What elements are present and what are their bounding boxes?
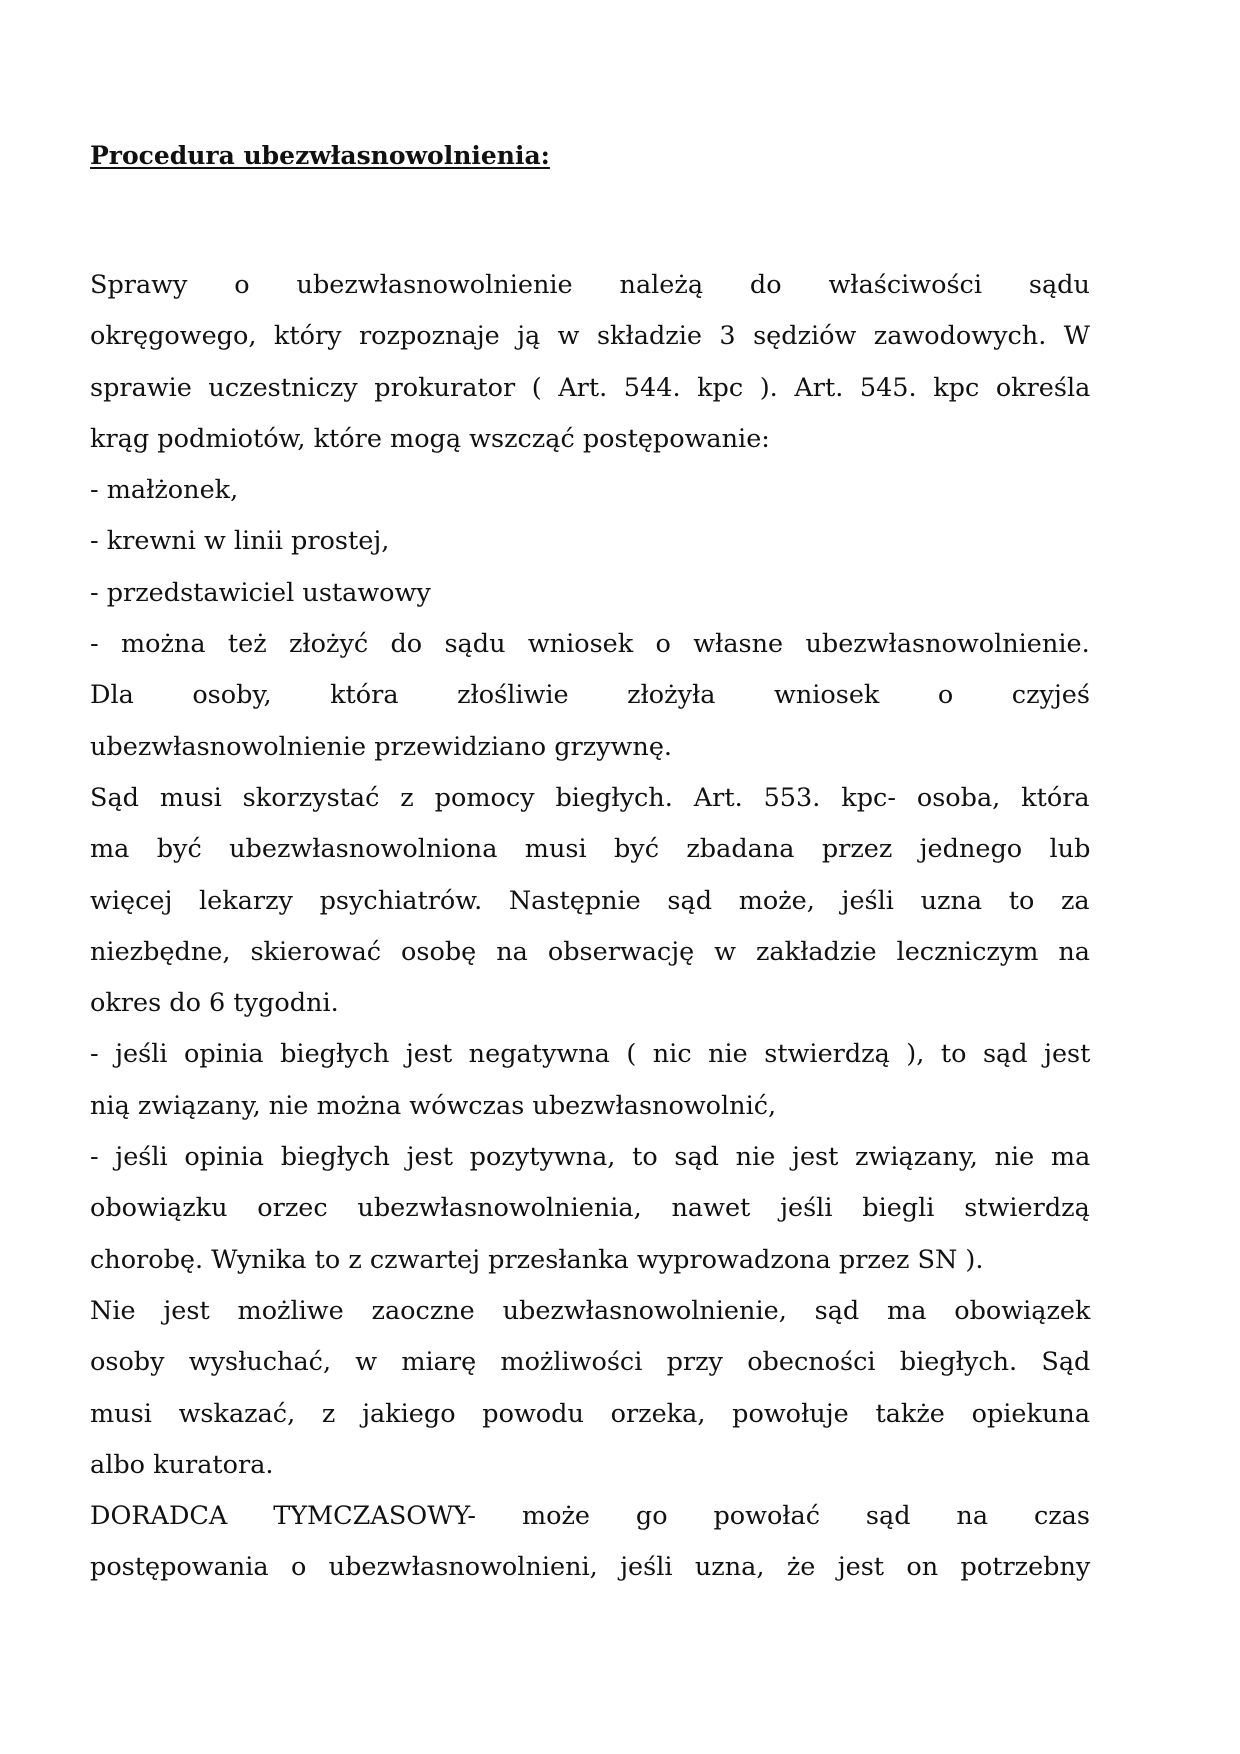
text-line xyxy=(90,670,1090,721)
word: go xyxy=(635,1501,668,1532)
word: sądu xyxy=(1028,270,1090,300)
text-line: obowiązku orzec ubezwłasnowolnienia, nawet jeśli biegli stwierdzą xyxy=(90,1193,1090,1224)
word: osoby, xyxy=(192,680,272,711)
text-line: albo kuratora. xyxy=(90,1449,274,1480)
text-line: Nie jest możliwe zaoczne ubezwłasnowolnienie, sąd ma obowiązek xyxy=(90,1295,1091,1326)
word: może xyxy=(521,1501,590,1532)
document-body xyxy=(90,260,1090,1594)
text-line: osoby wysłuchać, w miarę możliwości przy obecności biegłych. Sąd xyxy=(90,1347,1091,1378)
text-line: Sąd musi skorzystać z pomocy biegłych. Art. 553. kpc- osoba, która xyxy=(90,782,1090,813)
word: która xyxy=(330,680,399,711)
word: TYMCZASOWY- xyxy=(273,1501,477,1532)
word: złośliwie xyxy=(457,680,569,711)
text-line: - przedstawiciel ustawowy xyxy=(90,577,431,608)
word: czas xyxy=(1033,1501,1090,1532)
text-line: sprawie uczestniczy prokurator ( Art. 544. kpc ). Art. 545. kpc określa xyxy=(90,372,1091,403)
text-line xyxy=(90,1491,1090,1542)
word: DORADCA xyxy=(90,1501,228,1532)
word: Dla xyxy=(90,680,134,711)
text-line: krąg podmiotów, które mogą wszcząć postępowanie: xyxy=(90,423,770,454)
text-line: - małżonek, xyxy=(90,475,239,506)
text-line: okres do 6 tygodni. xyxy=(90,988,339,1019)
text-line xyxy=(90,260,1090,311)
text-line: niezbędne, skierować osobę na obserwację w zakładzie leczniczym na xyxy=(90,936,1090,967)
text-line: ma być ubezwłasnowolniona musi być zbadana przez jednego lub xyxy=(90,834,1091,865)
text-line: - można też złożyć do sądu wniosek o własne ubezwłasnowolnienie. xyxy=(90,629,1090,660)
word: powołać xyxy=(713,1501,821,1532)
word: Sprawy xyxy=(90,270,188,300)
text-line: chorobę. Wynika to z czwartej przesłanka wyprowadzona przez SN ). xyxy=(90,1244,984,1275)
text-line: musi wskazać, z jakiego powodu orzeka, powołuje także opiekuna xyxy=(90,1398,1091,1429)
text-line: - krewni w linii prostej, xyxy=(90,526,390,557)
document-title: Procedura ubezwłasnowolnienia: xyxy=(90,141,550,170)
word: o xyxy=(937,680,954,711)
word: właściwości xyxy=(828,270,982,300)
text-line: okręgowego, który rozpoznaje ją w składzie 3 sędziów zawodowych. W xyxy=(90,321,1090,352)
text-line: nią związany, nie można wówczas ubezwłasnowolnić, xyxy=(90,1090,777,1121)
word: do xyxy=(749,270,782,300)
word: ubezwłasnowolnienie xyxy=(296,270,573,300)
document-page xyxy=(90,138,1090,1594)
word: czyjeś xyxy=(1011,680,1090,711)
word: o xyxy=(234,270,250,300)
text-line: - jeśli opinia biegłych jest pozytywna, to sąd nie jest związany, nie ma xyxy=(90,1142,1091,1173)
word: na xyxy=(956,1501,989,1532)
word: złożyła xyxy=(627,680,716,711)
text-line: postępowania o ubezwłasnowolnieni, jeśli uzna, że jest on potrzebny xyxy=(90,1552,1091,1583)
text-line: ubezwłasnowolnienie przewidziano grzywnę. xyxy=(90,731,673,762)
word: należą xyxy=(619,270,704,300)
text-line: więcej lekarzy psychiatrów. Następnie sąd może, jeśli uzna to za xyxy=(90,885,1090,916)
text-line: - jeśli opinia biegłych jest negatywna ( nic nie stwierdzą ), to sąd jest xyxy=(90,1039,1091,1070)
word: sąd xyxy=(865,1501,911,1532)
word: wniosek xyxy=(774,680,880,711)
